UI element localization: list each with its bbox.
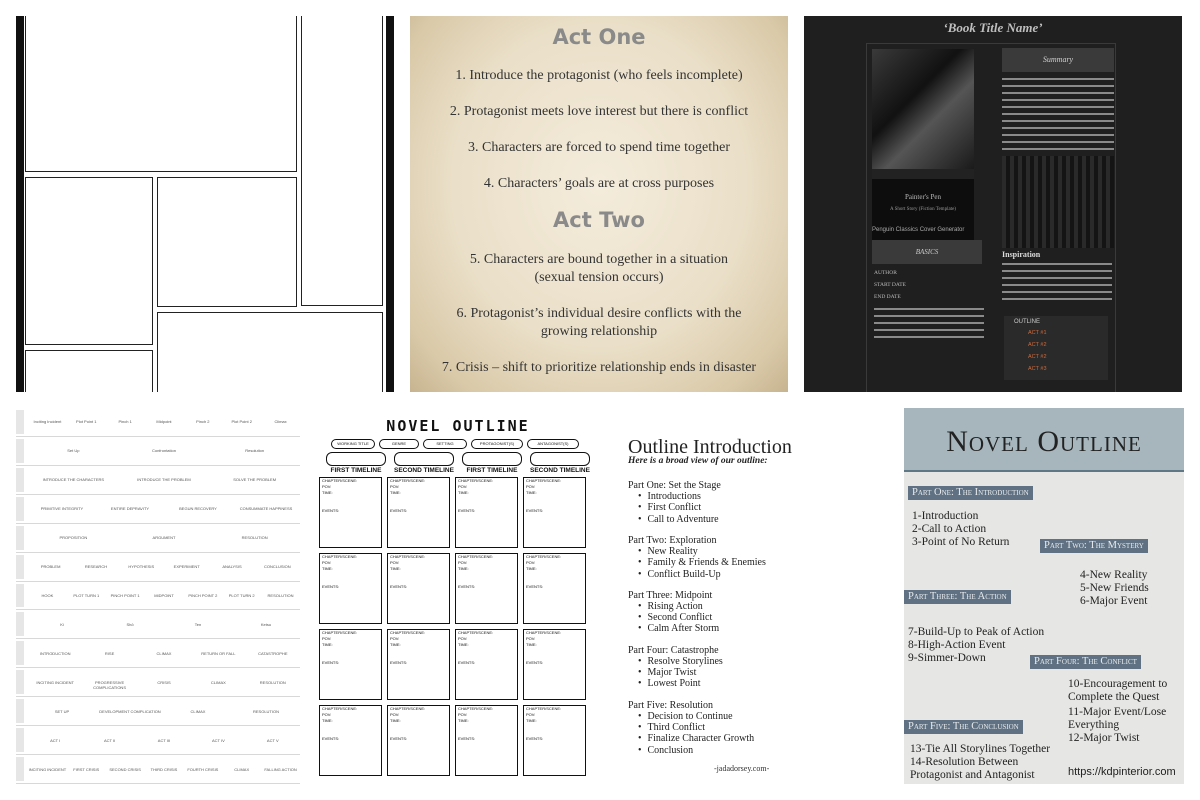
scene-box-label: POV: (458, 560, 468, 565)
intro-bullet: • Resolve Storylines (638, 656, 723, 667)
grid-cell: ACT IV (211, 737, 225, 743)
grid-row-tab (16, 497, 24, 521)
novel-outline-blue-thumbnail[interactable] (904, 408, 1184, 784)
grid-cell: Shō (126, 621, 134, 627)
scene-box[interactable] (387, 629, 450, 700)
grid-cell: ACT II (103, 737, 116, 743)
grid-cell: ARGUMENT (152, 535, 176, 541)
outline-item: 8-High-Action Event (908, 639, 1006, 651)
scene-box-label: EVENTS: (390, 584, 408, 589)
panel (157, 312, 383, 392)
worksheet-pill[interactable]: GENRE (379, 439, 419, 449)
cover-subtitle: A Short Story (Fiction Template) (890, 207, 956, 212)
scene-box[interactable] (523, 553, 586, 624)
act-item: 2. Protagonist meets love interest but there is conflict (449, 104, 749, 119)
grid-row-divider (16, 609, 300, 610)
outline-panel (1004, 316, 1108, 380)
grid-row-tab (16, 555, 24, 579)
grid-cell: RESOLUTION (241, 535, 268, 541)
grid-row-tab (16, 757, 24, 781)
grid-cell: SECOND CRISIS (109, 766, 141, 772)
dark-outline-thumbnail[interactable] (804, 16, 1182, 392)
scene-box-label: TIME: (390, 718, 401, 723)
scene-box-label: CHAPTER/SCENE: (526, 706, 562, 711)
scene-box-label: POV: (390, 484, 400, 489)
intro-bullet: • First Conflict (638, 502, 701, 513)
outline-item: 4-New Reality (1080, 569, 1148, 581)
cover-caption: Penguin Classics Cover Generator (872, 227, 965, 233)
novel-outline-worksheet-thumbnail[interactable] (316, 408, 600, 784)
scene-box[interactable] (319, 553, 382, 624)
grid-cell: PLOT TURN 1 (73, 593, 100, 598)
intro-bullet: • Calm After Storm (638, 623, 719, 634)
scene-box[interactable] (387, 705, 450, 776)
grid-cell: RISE (104, 650, 115, 656)
grid-cell: Pinch 2 (196, 419, 210, 425)
scene-box-label: EVENTS: (526, 508, 544, 513)
scene-box-label: POV: (458, 484, 468, 489)
outline-item: 10-Encouragement to Complete the Quest (1068, 678, 1168, 703)
grid-cell: CLIMAX (156, 650, 172, 656)
intro-bullet: • Conflict Build-Up (638, 569, 721, 580)
scene-box-label: POV: (390, 636, 400, 641)
act-item: 7. Crisis – shift to prioritize relationship ends in disaster (441, 360, 757, 375)
signature: -jadadorsey.com- (714, 764, 770, 773)
intro-part-title: Part Four: Catastrophe (628, 644, 719, 656)
scene-box-label: TIME: (390, 642, 401, 647)
grid-cell: HOOK (41, 593, 54, 598)
scene-box-label: CHAPTER/SCENE: (526, 478, 562, 483)
scene-box-label: CHAPTER/SCENE: (390, 478, 426, 483)
grid-row-divider (16, 552, 300, 553)
grid-cell: CRISIS (157, 679, 171, 685)
grid-row-tab (16, 439, 24, 463)
worksheet-blank-pill[interactable] (462, 452, 522, 466)
part-one-header: Part One: The Introduction (908, 486, 1033, 500)
scene-box-label: TIME: (458, 566, 469, 571)
outline-act-item[interactable]: ACT #1 (1028, 330, 1047, 336)
scene-box-label: EVENTS: (390, 660, 408, 665)
grid-row-tab (16, 728, 24, 752)
grid-cell: RETURN OR FALL (201, 650, 236, 656)
scene-box[interactable] (387, 477, 450, 548)
scene-box-label: EVENTS: (458, 660, 476, 665)
scene-box-label: CHAPTER/SCENE: (322, 554, 358, 559)
structure-grid-thumbnail[interactable] (16, 408, 300, 784)
panel (301, 16, 383, 306)
outline-item: 1-Introduction (912, 510, 979, 522)
grid-row-divider (16, 667, 300, 668)
worksheet-title: NOVEL OUTLINE (386, 417, 530, 435)
scene-box-label: TIME: (390, 566, 401, 571)
source-url[interactable]: https://kdpinterior.com (1068, 766, 1176, 778)
scene-box-label: CHAPTER/SCENE: (390, 554, 426, 559)
grid-cell: SOLVE THE PROBLEM (233, 477, 277, 483)
right-border (386, 16, 394, 392)
grid-row-divider (16, 696, 300, 697)
outline-introduction-thumbnail[interactable] (616, 408, 900, 784)
scene-box-label: POV: (322, 636, 332, 641)
grid-row-divider (16, 494, 300, 495)
grid-cell: ACT I (50, 737, 61, 743)
panel (157, 177, 297, 307)
scene-box-label: EVENTS: (390, 508, 408, 513)
panel (25, 16, 297, 172)
summary-header: Summary (1002, 48, 1114, 72)
outline-item: 12-Major Twist (1068, 732, 1140, 744)
grid-cell: FIRST CRISIS (73, 766, 100, 772)
part-four-header: Part Four: The Conflict (1030, 655, 1141, 669)
scene-box-label: EVENTS: (458, 508, 476, 513)
act-item: 5. Characters are bound together in a situation (sexual tension occurs) (469, 252, 729, 285)
inspiration-image (1002, 156, 1114, 248)
grid-row-divider (16, 523, 300, 524)
intro-subheading: Here is a broad view of our outline: (628, 456, 768, 466)
panel (25, 350, 153, 392)
scene-box-label: TIME: (526, 490, 537, 495)
grid-cell: Confrontation (151, 448, 176, 454)
act-item: 3. Characters are forced to spend time together (467, 140, 730, 155)
scene-box-label: CHAPTER/SCENE: (526, 630, 562, 635)
left-border (16, 16, 24, 392)
grid-row-divider (16, 436, 300, 437)
grid-row-tab (16, 584, 24, 608)
grid-cell: Plot Point 1 (76, 419, 97, 425)
grid-cell: PINCH POINT 2 (188, 593, 218, 598)
grid-cell: PROGRESSIVE COMPLICATIONS (93, 679, 126, 690)
scene-box[interactable] (319, 705, 382, 776)
scene-box-label: TIME: (526, 566, 537, 571)
act-item: 4. Characters’ goals are at cross purposes (483, 176, 715, 191)
outline-item: 6-Major Event (1080, 595, 1148, 607)
scene-box-label: TIME: (390, 490, 401, 495)
grid-row-divider (16, 754, 300, 755)
novel-outline-title: Novel Outline (946, 425, 1142, 458)
grid-cell: SET UP (54, 708, 70, 714)
outline-act-item[interactable]: ACT #3 (1028, 366, 1047, 372)
grid-row-tab (16, 410, 24, 434)
outline-item: 3-Point of No Return (912, 536, 1010, 548)
scene-box-label: EVENTS: (322, 660, 340, 665)
grid-row-tab (16, 468, 24, 492)
acts-parchment-thumbnail[interactable] (410, 16, 788, 392)
intro-bullet: • Finalize Character Growth (638, 733, 754, 744)
grid-cell: Ten (194, 621, 202, 627)
worksheet-blank-pill[interactable] (530, 452, 590, 466)
scene-box-label: EVENTS: (458, 584, 476, 589)
cover-photo (872, 49, 974, 169)
outline-item: 14-Resolution Between Protagonist and Antagonist (910, 756, 1035, 781)
worksheet-pill[interactable]: ANTAGONIST(S) (527, 439, 579, 449)
scene-box-label: TIME: (526, 718, 537, 723)
grid-cell: ACT III (157, 737, 171, 743)
scene-box-label: EVENTS: (322, 584, 340, 589)
scene-box-label: EVENTS: (458, 736, 476, 741)
intro-bullet: • Lowest Point (638, 678, 701, 689)
outline-item: 5-New Friends (1080, 582, 1149, 594)
inspiration-heading: Inspiration (1002, 250, 1041, 259)
grid-cell: ANALYSIS (222, 564, 242, 570)
grid-row-tab (16, 699, 24, 723)
scene-box[interactable] (523, 477, 586, 548)
scene-box-label: POV: (526, 636, 536, 641)
grid-cell: DEVELOPMENT COMPLICATION (99, 708, 161, 714)
summary-text (1002, 78, 1114, 150)
scene-box-label: CHAPTER/SCENE: (322, 706, 358, 711)
grid-cell: RESOLUTION (252, 708, 279, 714)
intro-bullet: • Rising Action (638, 601, 703, 612)
scene-box[interactable] (455, 553, 518, 624)
scene-box-label: EVENTS: (526, 660, 544, 665)
grid-cell: EXPERIMENT (173, 564, 200, 570)
outline-item: 7-Build-Up to Peak of Action (908, 626, 1045, 638)
scene-box-label: POV: (390, 712, 400, 717)
basics-item: AUTHOR (874, 270, 897, 276)
basics-header: BASICS (872, 240, 982, 264)
outline-item: 13-Tie All Storylines Together (910, 743, 1051, 755)
act-two-heading: Act Two (553, 208, 645, 232)
timeline-label: SECOND TIMELINE (530, 467, 590, 474)
act-item: 1. Introduce the protagonist (who feels incomplete) (455, 68, 743, 83)
grid-cell: INTRODUCE THE CHARACTERS (42, 477, 105, 483)
grid-cell: Set Up (67, 448, 80, 454)
grid-cell: Plot Point 2 (231, 419, 252, 425)
scene-box-label: TIME: (458, 642, 469, 647)
grid-cell: CLIMAX (210, 679, 226, 685)
grid-cell: Ki (60, 621, 64, 627)
grid-cell: CLIMAX (190, 708, 206, 714)
intro-bullet: • Decision to Continue (638, 711, 733, 722)
scene-box-label: TIME: (458, 490, 469, 495)
scene-box[interactable] (523, 629, 586, 700)
grid-cell: ACT V (266, 737, 279, 743)
worksheet-pill[interactable]: SETTING (423, 439, 467, 449)
cover-image (872, 49, 974, 249)
basics-item: START DATE (874, 282, 906, 288)
scene-box-label: POV: (458, 636, 468, 641)
outline-act-item[interactable]: ACT #2 (1028, 342, 1047, 348)
intro-bullet: • Conclusion (638, 745, 693, 756)
part-two-header: Part Two: The Mystery (1040, 539, 1148, 553)
intro-bullet: • Second Conflict (638, 612, 712, 623)
grid-cell: Midpoint (156, 419, 172, 425)
scene-box-label: CHAPTER/SCENE: (458, 630, 494, 635)
grid-cell: CONCLUSION (263, 564, 291, 570)
outline-item: 2-Call to Action (912, 523, 987, 535)
grid-row-divider (16, 581, 300, 582)
grid-row-divider (16, 725, 300, 726)
scene-box-label: TIME: (322, 490, 333, 495)
cover-band (872, 169, 974, 179)
grid-cell: CLIMAX (234, 766, 250, 772)
scene-box-label: TIME: (526, 642, 537, 647)
worksheet-blank-pill[interactable] (326, 452, 386, 466)
outline-item: 11-Major Event/Lose Everything (1068, 706, 1167, 731)
scene-box-label: CHAPTER/SCENE: (458, 478, 494, 483)
scene-box-label: EVENTS: (526, 584, 544, 589)
worksheet-blank-pill[interactable] (394, 452, 454, 466)
cover-title: Painter's Pen (904, 193, 942, 201)
book-title: ‘Book Title Name’ (943, 20, 1043, 35)
grid-cell: THIRD CRISIS (150, 766, 178, 772)
title-rule (904, 470, 1184, 472)
grid-cell: RESOLUTION (267, 593, 294, 598)
outline-act-item[interactable]: ACT #2 (1028, 354, 1047, 360)
intro-part-title: Part Three: Midpoint (628, 589, 713, 601)
grid-cell: Inciting Incident (33, 419, 62, 425)
grid-cell: PLOT TURN 2 (228, 593, 255, 598)
scene-box-label: POV: (322, 484, 332, 489)
intro-part-title: Part One: Set the Stage (628, 480, 721, 491)
grid-row-tab (16, 526, 24, 550)
grid-cell: BEGUN RECOVERY (179, 506, 217, 512)
grid-cell: Climax (274, 419, 287, 425)
grid-cell: Ketsu (260, 621, 272, 627)
scene-box-label: POV: (526, 484, 536, 489)
grid-cell: RESEARCH (84, 564, 108, 570)
intro-bullet: • Family & Friends & Enemies (638, 557, 766, 568)
scene-box-label: EVENTS: (526, 736, 544, 741)
scene-box[interactable] (319, 629, 382, 700)
scene-box-label: POV: (322, 712, 332, 717)
comic-panels-thumbnail[interactable] (16, 16, 394, 392)
act-one-heading: Act One (552, 25, 646, 49)
grid-cell: ENTIRE DEPRAVITY (110, 506, 150, 512)
scene-box-label: POV: (526, 712, 536, 717)
scene-box-label: POV: (526, 560, 536, 565)
scene-box[interactable] (387, 553, 450, 624)
scene-box-label: CHAPTER/SCENE: (390, 706, 426, 711)
worksheet-pill[interactable]: PROTAGONIST(S) (471, 439, 523, 449)
act-item: 6. Protagonist’s individual desire conflicts with the growing relationship (456, 306, 742, 339)
scene-box-label: CHAPTER/SCENE: (322, 478, 358, 483)
basics-text (874, 308, 984, 338)
scene-box-label: EVENTS: (390, 736, 408, 741)
grid-cell: INTRODUCE THE PROBLEM (137, 477, 191, 483)
inspiration-text (1002, 263, 1112, 305)
timeline-label: FIRST TIMELINE (330, 467, 382, 474)
grid-row-tab (16, 670, 24, 694)
scene-box-label: TIME: (322, 642, 333, 647)
intro-bullet: • Introductions (638, 491, 701, 502)
timeline-label: FIRST TIMELINE (466, 467, 518, 474)
intro-part-title: Part Two: Exploration (628, 534, 717, 546)
scene-box-label: POV: (322, 560, 332, 565)
intro-bullet: • Major Twist (638, 667, 696, 678)
scene-box-label: CHAPTER/SCENE: (322, 630, 358, 635)
grid-row-tab (16, 641, 24, 665)
grid-cell: FOURTH CRISIS (187, 766, 219, 772)
timeline-label: SECOND TIMELINE (394, 467, 454, 474)
grid-cell: PROBLEM (40, 564, 61, 570)
grid-cell: RESOLUTION (259, 679, 286, 685)
scene-box[interactable] (523, 705, 586, 776)
grid-cell: CATASTROPHE (258, 650, 288, 656)
intro-heading: Outline Introduction (628, 436, 792, 458)
intro-bullet: • New Reality (638, 546, 698, 557)
grid-cell: INCITING INCIDENT (36, 679, 74, 685)
basics-item: END DATE (874, 294, 901, 300)
scene-box-label: TIME: (322, 718, 333, 723)
grid-row-divider (16, 783, 300, 784)
worksheet-pill[interactable]: WORKING TITLE (331, 439, 375, 449)
scene-box[interactable] (455, 705, 518, 776)
scene-box[interactable] (455, 477, 518, 548)
part-three-header: Part Three: The Action (904, 590, 1011, 604)
scene-box-label: CHAPTER/SCENE: (526, 554, 562, 559)
grid-cell: CONSUMMATE HAPPINESS (239, 506, 293, 512)
scene-box-label: EVENTS: (322, 508, 340, 513)
grid-row-divider (16, 638, 300, 639)
scene-box-label: POV: (390, 560, 400, 565)
grid-cell: Resolution (245, 448, 265, 454)
grid-cell: INTRODUCTION (39, 650, 71, 656)
grid-cell: INCITING INCIDENT (28, 766, 67, 772)
grid-cell: Pinch 1 (118, 419, 132, 425)
intro-bullet: • Third Conflict (638, 722, 705, 733)
scene-box-label: CHAPTER/SCENE: (458, 706, 494, 711)
part-five-header: Part Five: The Conclusion (904, 720, 1023, 734)
grid-cell: PINCH POINT 1 (110, 593, 140, 598)
grid-row-tab (16, 612, 24, 636)
grid-cell: PROPOSITION (59, 535, 88, 541)
scene-box-label: CHAPTER/SCENE: (390, 630, 426, 635)
grid-cell: PRIMITIVE INTEGRITY (40, 506, 84, 512)
intro-part-title: Part Five: Resolution (628, 699, 713, 711)
scene-box-label: EVENTS: (322, 736, 340, 741)
grid-cell: HYPOTHESIS (128, 564, 155, 570)
intro-bullet: • Call to Adventure (638, 514, 719, 525)
grid-row-divider (16, 465, 300, 466)
scene-box-label: TIME: (322, 566, 333, 571)
outline-title: OUTLINE (1014, 319, 1041, 325)
scene-box-label: TIME: (458, 718, 469, 723)
scene-box-label: CHAPTER/SCENE: (458, 554, 494, 559)
scene-box[interactable] (319, 477, 382, 548)
grid-cell: MIDPOINT (154, 593, 174, 598)
grid-cell: FALLING ACTION (264, 766, 297, 772)
scene-box[interactable] (455, 629, 518, 700)
scene-box-label: POV: (458, 712, 468, 717)
outline-item: 9-Simmer-Down (908, 652, 986, 664)
panel (25, 177, 153, 345)
